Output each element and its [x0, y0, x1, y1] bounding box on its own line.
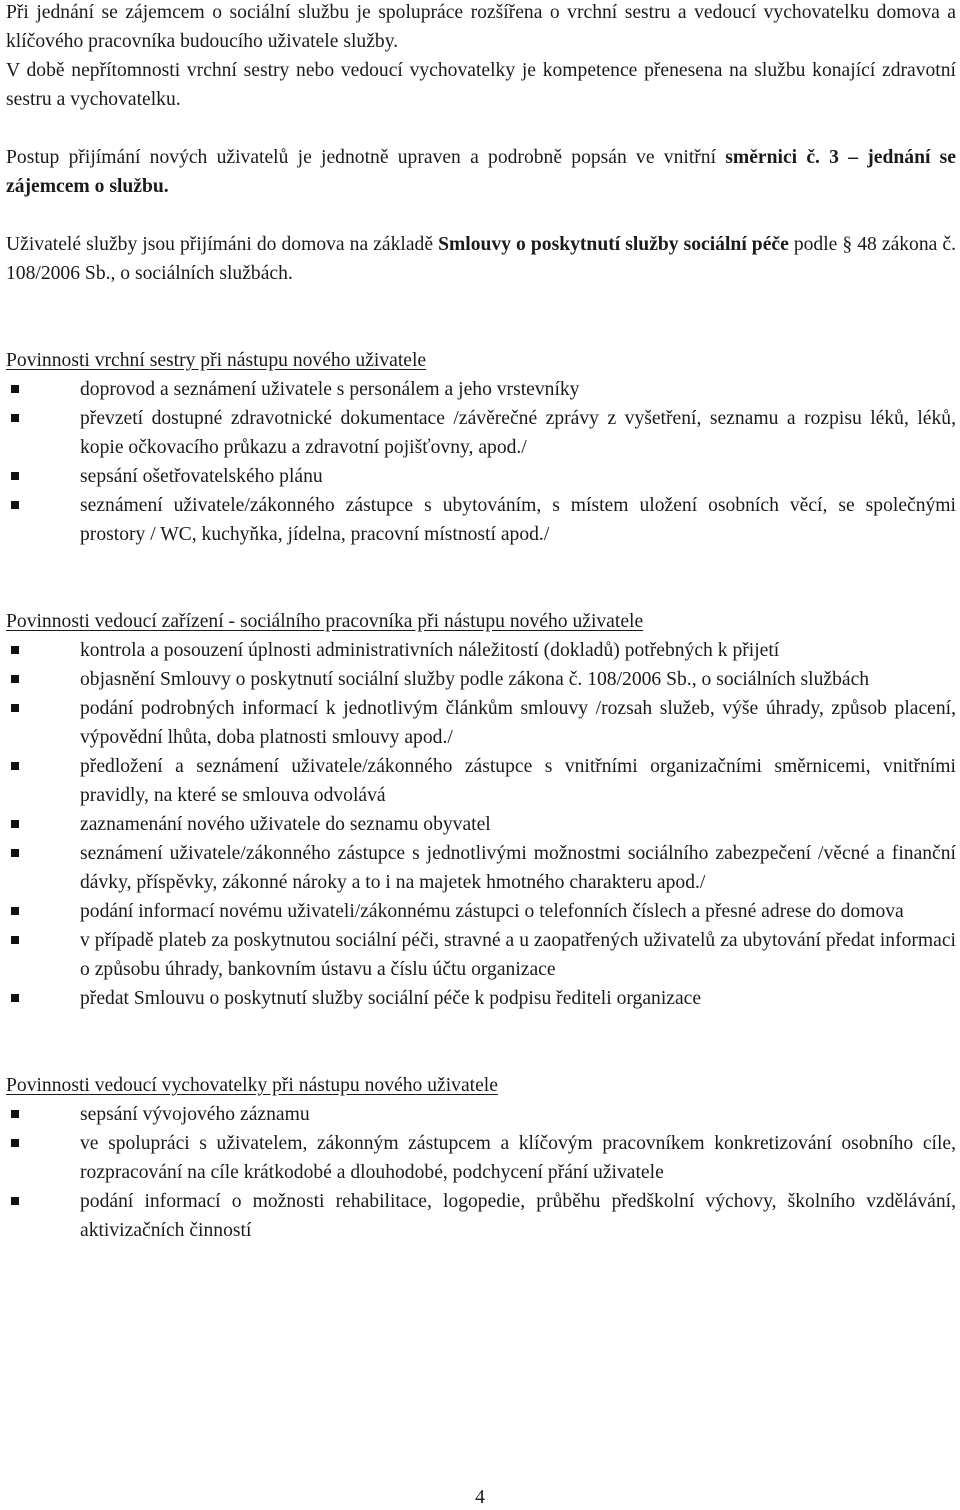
square-bullet-icon	[11, 820, 19, 828]
square-bullet-icon	[11, 1110, 19, 1118]
page-number: 4	[475, 1487, 485, 1508]
list-item: předložení a seznámení uživatele/zákonného zástupce s vnitřními organizačními směrnicemi, vnitřními pravidly, na které se smlouva odvolává	[6, 752, 956, 810]
square-bullet-icon	[11, 936, 19, 944]
intro-paragraph	[6, 0, 956, 114]
section-heading: Povinnosti vrchní sestry při nástupu nového uživatele	[6, 350, 427, 371]
square-bullet-icon	[11, 1197, 19, 1205]
section-heading: Povinnosti vedoucí zařízení - sociálního pracovníka při nástupu nového uživatele	[6, 611, 644, 632]
list-item: v případě plateb za poskytnutou sociální péči, stravné a u zaopatřených uživatelů za ubytování předat informaci o způsobu úhrady, bankovním ústavu a číslu účtu organizace	[6, 926, 956, 984]
square-bullet-icon	[11, 704, 19, 712]
contract-text-start: Uživatelé služby jsou přijímáni do domova na základě	[6, 234, 439, 255]
list-item: sepsání vývojového záznamu	[6, 1100, 956, 1129]
square-bullet-icon	[11, 414, 19, 422]
square-bullet-icon	[11, 907, 19, 915]
section-facility-head	[6, 607, 956, 1013]
list-item: seznámení uživatele/zákonného zástupce s jednotlivými možnostmi sociálního zabezpečení /věcné a finanční dávky, příspěvky, zákonné nároky a to i na majetek hmotného charakteru apod./	[6, 839, 956, 897]
bullet-list	[6, 375, 956, 549]
section-head-nurse	[6, 346, 956, 549]
list-item: předat Smlouvu o poskytnutí služby sociální péče k podpisu řediteli organizace	[6, 984, 956, 1013]
procedure-directive-reference: směrnici č. 3 – jednání se zájemcem o službu.	[6, 147, 956, 197]
list-item: ve spolupráci s uživatelem, zákonným zástupcem a klíčovým pracovníkem konkretizování osobního cíle, rozpracování na cíle krátkodobé a dlouhodobé, podchycení přání uživatele	[6, 1129, 956, 1187]
list-item: objasnění Smlouvy o poskytnutí sociální služby podle zákona č. 108/2006 Sb., o sociálních službách	[6, 665, 956, 694]
list-item: doprovod a seznámení uživatele s personálem a jeho vrstevníky	[6, 375, 956, 404]
procedure-text: Postup přijímání nových uživatelů je jednotně upraven a podrobně popsán ve vnitřní	[6, 147, 726, 168]
bullet-list	[6, 1100, 956, 1245]
list-item: převzetí dostupné zdravotnické dokumentace /závěrečné zprávy z vyšetření, seznamu a rozpisu léků, léků, kopie očkovacího průkazu a zdravotní pojišťovny, apod./	[6, 404, 956, 462]
contract-text-end: podle § 48 zákona č. 108/2006 Sb., o sociálních službách.	[6, 234, 956, 284]
section-heading: Povinnosti vedoucí vychovatelky při nástupu nového uživatele	[6, 1075, 498, 1096]
contract-paragraph	[6, 230, 956, 288]
list-item: seznámení uživatele/zákonného zástupce s ubytováním, s místem uložení osobních věcí, se společnými prostory / WC, kuchyňka, jídelna, pracovní místností apod./	[6, 491, 956, 549]
list-item: podání podrobných informací k jednotlivým článkům smlouvy /rozsah služeb, výše úhrady, způsob placení, výpovědní lhůta, doba platnosti smlouvy apod./	[6, 694, 956, 752]
square-bullet-icon	[11, 675, 19, 683]
contract-name: Smlouvy o poskytnutí služby sociální péče	[438, 234, 789, 255]
intro-line-1: Při jednání se zájemcem o sociální službu je spolupráce rozšířena o vrchní sestru a vedoucí vychovatelku domova a klíčového pracovníka budoucího uživatele služby.	[6, 2, 956, 52]
section-head-educator	[6, 1071, 956, 1245]
square-bullet-icon	[11, 501, 19, 509]
square-bullet-icon	[11, 472, 19, 480]
list-item: kontrola a posouzení úplnosti administrativních náležitostí (dokladů) potřebných k přijetí	[6, 636, 956, 665]
intro-line-2: V době nepřítomnosti vrchní sestry nebo vedoucí vychovatelky je kompetence přenesena na službu konající zdravotní sestru a vychovatelku.	[6, 60, 956, 110]
square-bullet-icon	[11, 762, 19, 770]
list-item: zaznamenání nového uživatele do seznamu obyvatel	[6, 810, 956, 839]
list-item: podání informací novému uživateli/zákonnému zástupci o telefonních číslech a přesné adrese do domova	[6, 897, 956, 926]
procedure-paragraph	[6, 143, 956, 201]
bullet-list	[6, 636, 956, 1013]
square-bullet-icon	[11, 385, 19, 393]
square-bullet-icon	[11, 1139, 19, 1147]
square-bullet-icon	[11, 849, 19, 857]
list-item: podání informací o možnosti rehabilitace, logopedie, průběhu předškolní výchovy, školního vzdělávání, aktivizačních činností	[6, 1187, 956, 1245]
document-page	[6, 0, 956, 1245]
square-bullet-icon	[11, 994, 19, 1002]
list-item: sepsání ošetřovatelského plánu	[6, 462, 956, 491]
square-bullet-icon	[11, 646, 19, 654]
